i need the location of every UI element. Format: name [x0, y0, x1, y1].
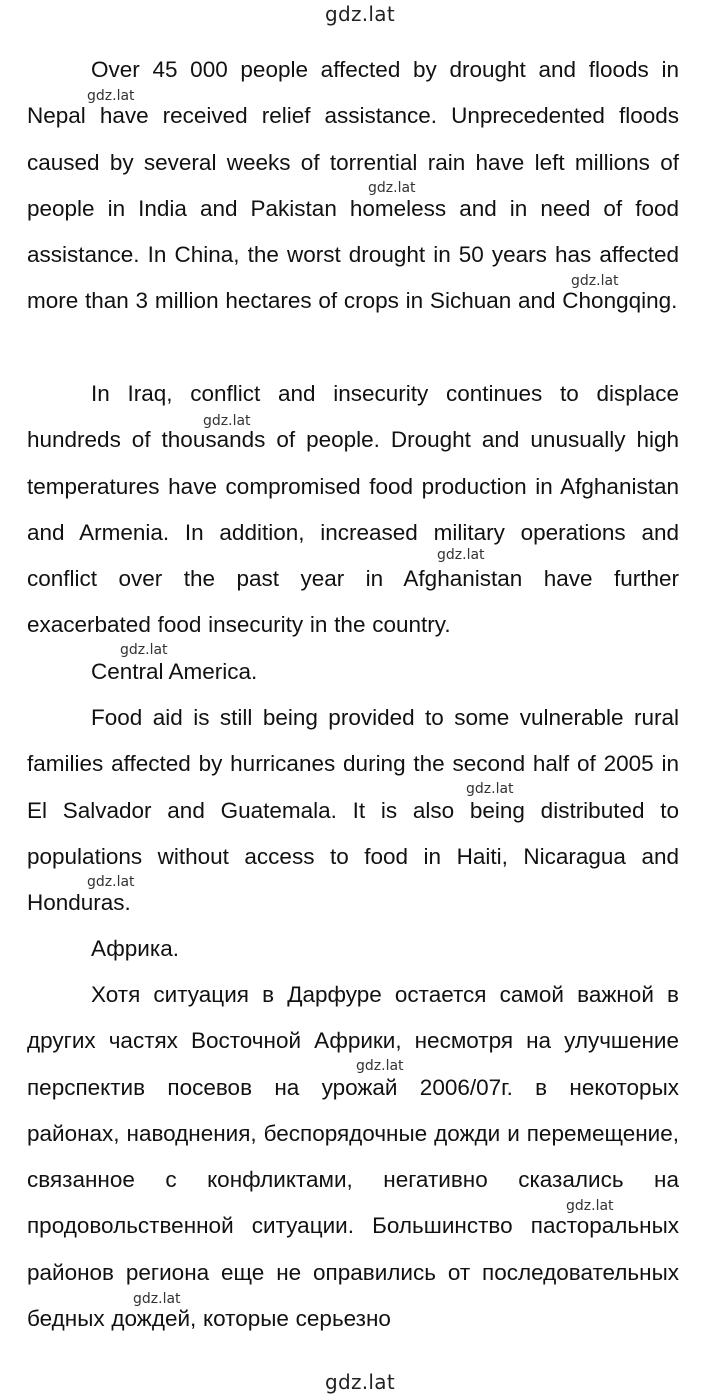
watermark-label: gdz.lat: [133, 1291, 181, 1307]
watermark-label: gdz.lat: [87, 88, 135, 104]
watermark-label: gdz.lat: [566, 1198, 614, 1214]
paragraph-central-america: Food aid is still being provided to some vulnerable rural families affected by hurricanes during the second half of 2005 in El Salvador and Guatemala. It is also being distributed to populations without access to food in Haiti, Nicaragua and Honduras.: [27, 705, 679, 916]
watermark-label: gdz.lat: [203, 413, 251, 429]
heading-africa: Африка.: [91, 936, 179, 961]
document-page: [27, 0, 679, 1400]
watermark-label: gdz.lat: [437, 547, 485, 563]
watermark-label: gdz.lat: [368, 180, 416, 196]
paragraph-iraq-afghanistan: In Iraq, conflict and insecurity continues to displace hundreds of thousands of people. Drought and unusually high temperatures have compromised food production in Afghanistan and Armenia. In addition, increased military operations and conflict over the past year in Afghanistan have further exacerbated food insecurity in the country.: [27, 381, 679, 638]
watermark-label: gdz.lat: [466, 781, 514, 797]
watermark-label: gdz.lat: [87, 874, 135, 890]
heading-central-america: Central America.: [91, 659, 258, 684]
paragraph-africa: Хотя ситуация в Дарфуре остается самой важной в других частях Восточной Африки, несмотря на улучшение перспектив посевов на урожай 2006/07г. в некоторых районах, наводнения, беспорядочные дожди и перемещение, связанное с конфликтами, негативно сказались на продовольственной ситуации. Большинство пасторальных районов региона еще не оправились от последовательных бедных дождей, которые серьезно: [27, 982, 679, 1332]
watermark-label: gdz.lat: [120, 642, 168, 658]
site-watermark-top: gdz.lat: [324, 2, 395, 26]
paragraph-nepal-china: Over 45 000 people affected by drought and floods in Nepal have received relief assistance. Unprecedented floods caused by several weeks of torrential rain have left millions of people in India and Pakistan homeless and in need of food assistance. In China, the worst drought in 50 years has affected more than 3 million hectares of crops in Sichuan and Chongqing.: [27, 57, 679, 314]
watermark-label: gdz.lat: [571, 273, 619, 289]
site-watermark-bottom: gdz.lat: [324, 1370, 395, 1394]
watermark-label: gdz.lat: [356, 1058, 404, 1074]
